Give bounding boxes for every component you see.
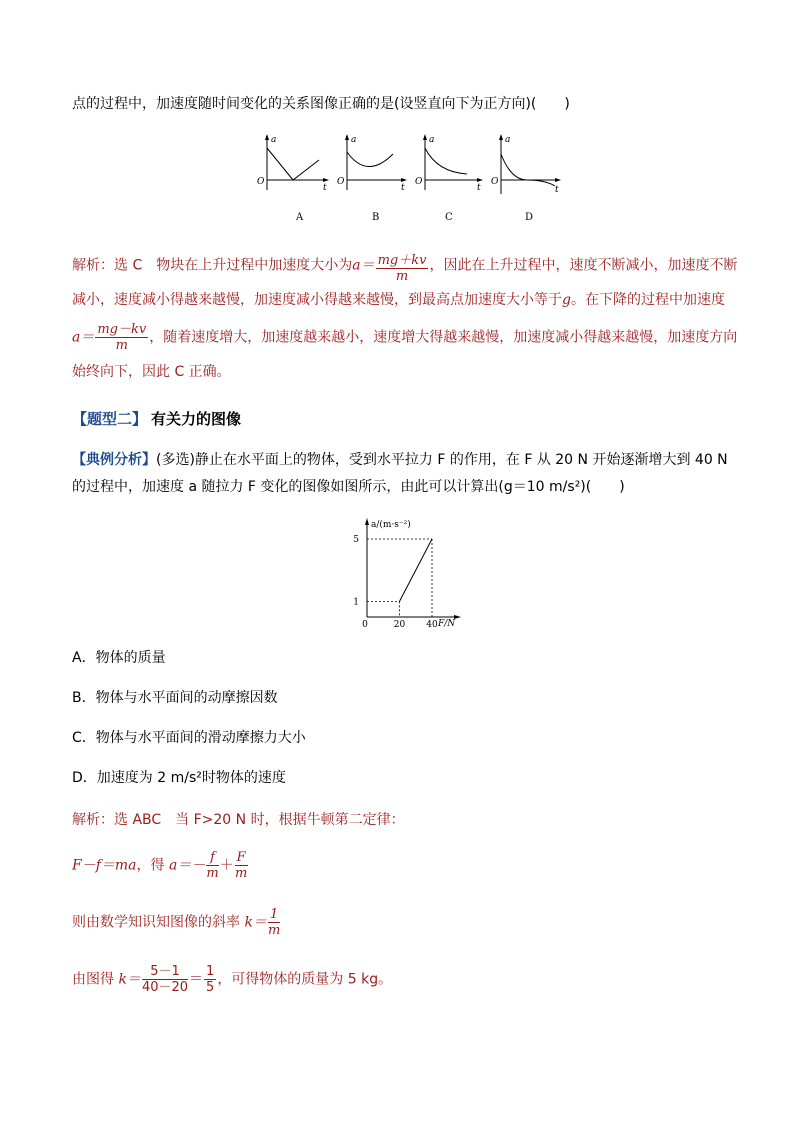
graph-d-xlabel: t bbox=[555, 185, 559, 195]
graph-a-label: A bbox=[296, 212, 304, 223]
graph-d-origin: O bbox=[491, 177, 499, 187]
solution-2-line-3 bbox=[72, 907, 281, 938]
graph-b-xlabel: t bbox=[401, 183, 405, 193]
option-d: D．加速度为 2 m/s²时物体的速度 bbox=[72, 770, 286, 786]
fraction-F-over-m bbox=[235, 850, 248, 881]
a-f-chart bbox=[340, 515, 470, 627]
option-a: A．物体的质量 bbox=[72, 650, 166, 666]
solution-2-line-4 bbox=[72, 964, 392, 995]
solution-2-eq-1: F－f＝ma bbox=[72, 857, 137, 874]
data-line bbox=[400, 539, 433, 601]
solution-1-line-1 bbox=[72, 250, 738, 284]
equals-sign: ＝ bbox=[189, 971, 204, 988]
option-c: C．物体与水平面间的滑动摩擦力大小 bbox=[72, 730, 306, 746]
solution-1-lead: 解析：选 C 物块在上升过程中加速度大小为 bbox=[72, 257, 353, 274]
fraction-slope bbox=[142, 964, 188, 995]
solution-2-slope-text: 则由数学知识知图像的斜率 bbox=[72, 914, 245, 931]
graph-c bbox=[415, 134, 483, 223]
solution-1-t3: ，随着速度增大，加速度越来越小，速度增大得越来越慢，加速度减小得越来越慢，加速度方向 bbox=[149, 329, 738, 346]
solution-1-line-4: 始终向下，因此 C 正确。 bbox=[72, 364, 231, 380]
solution-1-a-eq-2: a＝ bbox=[72, 329, 95, 346]
graph-a-ylabel: a bbox=[271, 135, 277, 145]
solution-1-line-2 bbox=[72, 290, 725, 310]
solution-1-a-eq: a＝ bbox=[352, 257, 375, 274]
y-tick-label-1: 1 bbox=[353, 597, 359, 608]
graph-b-label: B bbox=[372, 212, 380, 223]
graph-b-origin: O bbox=[337, 177, 345, 187]
solution-2-line-2 bbox=[72, 850, 249, 881]
x-tick-label-20: 20 bbox=[393, 620, 406, 627]
example-tag: 【典例分析】 bbox=[72, 452, 156, 468]
x-tick-label-0: 0 bbox=[362, 620, 368, 627]
section-heading bbox=[72, 409, 241, 429]
solution-2-a-eq: a＝－ bbox=[168, 857, 206, 874]
graph-b bbox=[337, 134, 407, 223]
graph-d-label: D bbox=[525, 212, 534, 223]
section-title: 有关力的图像 bbox=[151, 410, 242, 428]
answer-graphs bbox=[255, 130, 575, 230]
fraction-1-over-m bbox=[268, 907, 280, 938]
solution-1-t1: ，因此在上升过程中，速度不断减小，加速度不断 bbox=[429, 257, 738, 274]
fraction-f-numerator: f bbox=[206, 850, 218, 866]
solution-1-g: g bbox=[562, 292, 571, 308]
fraction-f-denominator: m bbox=[206, 866, 219, 881]
section-tag: 【题型二】 bbox=[72, 410, 148, 428]
fraction-slope-denominator: 40－20 bbox=[141, 980, 189, 995]
example-text-1: (多选)静止在水平面上的物体，受到水平拉力 F 的作用，在 F 从 20 N 开始逐渐增大到 40 N bbox=[156, 452, 728, 468]
option-b: B．物体与水平面间的动摩擦因数 bbox=[72, 690, 278, 706]
graph-c-origin: O bbox=[415, 177, 423, 187]
graph-a-origin: O bbox=[257, 177, 265, 187]
plus-sign: ＋ bbox=[219, 857, 234, 874]
fraction-1m-denominator: m bbox=[267, 923, 281, 938]
y-tick-label-5: 5 bbox=[353, 535, 359, 545]
fraction-1 bbox=[376, 253, 429, 284]
example-line-2: 的过程中，加速度 a 随拉力 F 变化的图像如图所示，由此可以计算出(g＝10 m/s²)( ) bbox=[72, 479, 625, 495]
solution-2-line-1: 解析：选 ABC 当 F>20 N 时，根据牛顿第二定律： bbox=[72, 812, 405, 828]
fraction-one-fifth bbox=[204, 964, 216, 995]
solution-2-from-graph: 由图得 bbox=[72, 971, 119, 988]
fraction-f-over-m bbox=[206, 850, 218, 881]
solution-2-k-eq-2: k＝ bbox=[118, 971, 141, 988]
fraction-F-numerator: F bbox=[236, 850, 246, 865]
solution-1-t2: 减小，速度减小得越来越慢，加速度减小得越来越慢，到最高点加速度大小等于 bbox=[72, 292, 562, 308]
graph-c-xlabel: t bbox=[477, 183, 481, 193]
y-axis-arrow bbox=[365, 518, 369, 525]
solution-2-k-eq: k＝ bbox=[244, 914, 267, 931]
solution-1-line-3 bbox=[72, 322, 737, 353]
fraction-one-fifth-denominator: 5 bbox=[206, 980, 215, 995]
x-tick-label-40: 40 bbox=[426, 620, 438, 627]
graph-b-ylabel: a bbox=[351, 135, 357, 145]
fraction-F-denominator: m bbox=[235, 866, 248, 881]
fraction-2 bbox=[95, 322, 148, 353]
solution-2-de: ，得 bbox=[136, 857, 169, 874]
fraction-slope-numerator: 5－1 bbox=[142, 964, 188, 980]
fraction-2-numerator: mg－kv bbox=[97, 322, 147, 337]
x-axis-label: F/N bbox=[438, 619, 456, 627]
fraction-2-denominator: m bbox=[115, 338, 128, 353]
question-stem: 点的过程中，加速度随时间变化的关系图像正确的是(设竖直向下为正方向)( ) bbox=[72, 96, 570, 112]
solution-1-t2b: 。在下降的过程中加速度 bbox=[570, 292, 725, 308]
fraction-1-denominator: m bbox=[395, 269, 409, 284]
graph-d bbox=[491, 134, 561, 223]
example-line-1 bbox=[72, 450, 728, 470]
fraction-1m-numerator: 1 bbox=[268, 907, 280, 923]
solution-2-conclusion: ，可得物体的质量为 5 kg。 bbox=[217, 971, 393, 988]
y-axis-label: a/(m·s⁻²) bbox=[371, 520, 411, 530]
fraction-one-fifth-numerator: 1 bbox=[206, 964, 215, 979]
graph-d-ylabel: a bbox=[505, 135, 511, 145]
graph-c-label: C bbox=[445, 212, 453, 223]
graph-a bbox=[257, 134, 329, 223]
graph-a-xlabel: t bbox=[323, 183, 327, 193]
fraction-1-numerator: mg＋kv bbox=[377, 253, 427, 268]
graph-c-ylabel: a bbox=[429, 135, 435, 145]
